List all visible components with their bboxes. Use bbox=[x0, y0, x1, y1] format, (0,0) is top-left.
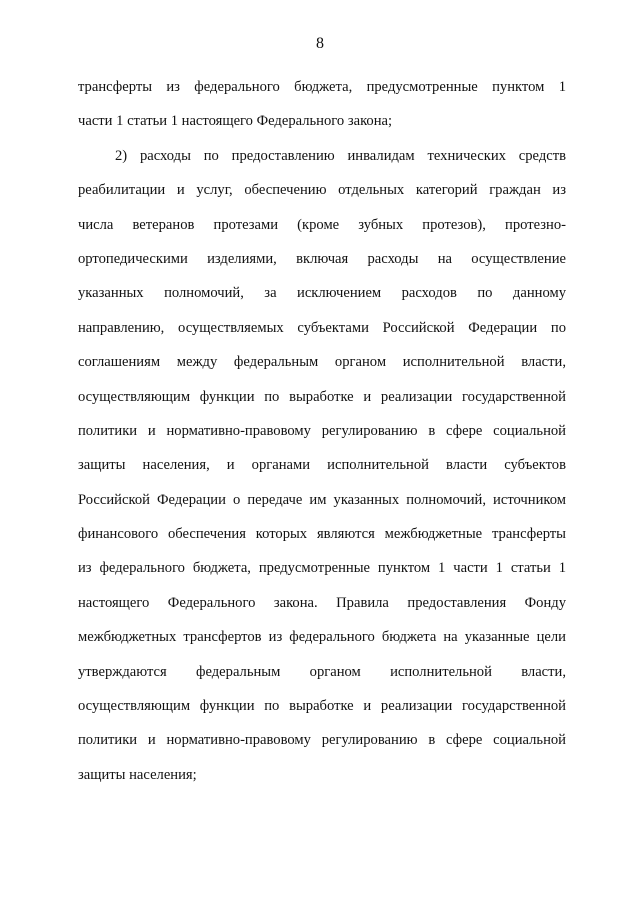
text-line: числа ветеранов протезами (кроме зубных протезов), протезно- bbox=[78, 216, 566, 233]
text-line: межбюджетных трансфертов из федерального бюджета на указанные цели bbox=[78, 629, 566, 646]
page-number: 8 bbox=[316, 35, 324, 52]
text-line: Российской Федерации о передаче им указанных полномочий, источником bbox=[78, 491, 566, 508]
text-line: настоящего Федерального закона. Правила предоставления Фонду bbox=[78, 594, 566, 611]
text-line: политики и нормативно-правовому регулированию в сфере социальной bbox=[78, 732, 566, 749]
text-line: реабилитации и услуг, обеспечению отдельных категорий граждан из bbox=[78, 182, 566, 199]
paragraph-1 bbox=[78, 70, 566, 139]
text-line: части 1 статьи 1 настоящего Федерального закона; bbox=[78, 113, 393, 130]
text-line: осуществляющим функции по выработке и реализации государственной bbox=[78, 388, 566, 405]
text-line: ортопедическими изделиями, включая расходы на осуществление bbox=[78, 250, 566, 267]
text-line: осуществляющим функции по выработке и реализации государственной bbox=[78, 698, 566, 715]
document-body bbox=[78, 70, 566, 792]
text-line: соглашениям между федеральным органом исполнительной власти, bbox=[78, 354, 566, 371]
text-line: утверждаются федеральным органом исполнительной власти, bbox=[78, 663, 566, 680]
text-line: 2) расходы по предоставлению инвалидам технических средств bbox=[115, 147, 566, 164]
text-line: защиты населения, и органами исполнительной власти субъектов bbox=[78, 457, 566, 474]
text-line: политики и нормативно-правовому регулированию в сфере социальной bbox=[78, 422, 566, 439]
text-line: указанных полномочий, за исключением расходов по данному bbox=[78, 285, 566, 302]
paragraph-2 bbox=[78, 139, 566, 792]
text-line: из федерального бюджета, предусмотренные пунктом 1 части 1 статьи 1 bbox=[78, 560, 566, 577]
text-line: трансферты из федерального бюджета, предусмотренные пунктом 1 bbox=[78, 79, 566, 95]
text-line: защиты населения; bbox=[78, 766, 197, 783]
text-line: финансового обеспечения которых являются межбюджетные трансферты bbox=[78, 526, 566, 543]
text-line: направлению, осуществляемых субъектами Российской Федерации по bbox=[78, 319, 566, 336]
